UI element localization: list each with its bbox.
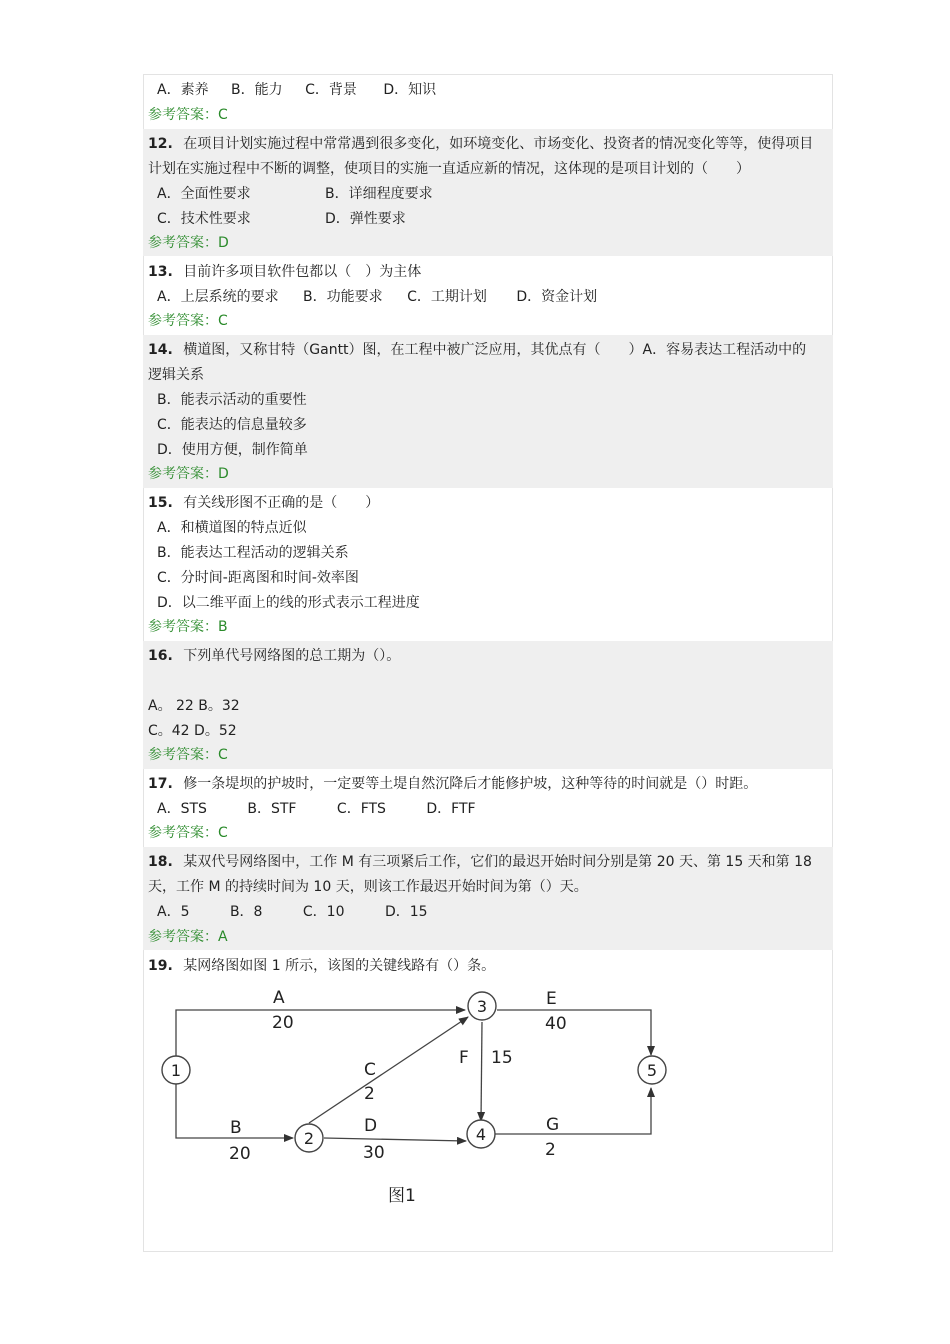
q13-answer: 参考答案：C <box>148 313 228 329</box>
q13-number: 13. <box>148 264 173 280</box>
q17-option-d: D．FTF <box>426 801 476 817</box>
edge-g-duration: 2 <box>545 1140 556 1160</box>
figure-caption: 图1 <box>388 1186 416 1206</box>
q18-number: 18. <box>148 854 173 870</box>
q16-answer: 参考答案：C <box>148 747 228 763</box>
q18-option-c: C．10 <box>302 904 345 920</box>
node-3-label: 3 <box>476 997 488 1016</box>
q15-option-a: A．和横道图的特点近似 <box>157 520 307 536</box>
q13-option-c: C．工期计划 <box>407 289 487 305</box>
edge-e-duration: 40 <box>545 1014 567 1034</box>
edge-a-duration: 20 <box>272 1013 294 1033</box>
edge-c-name: C <box>364 1060 376 1080</box>
q14-option-d: D．使用方便，制作简单 <box>157 442 308 458</box>
q17-answer: 参考答案：C <box>148 825 228 841</box>
q15-option-c: C．分时间-距离图和时间-效率图 <box>157 570 359 586</box>
q14-option-b: B．能表示活动的重要性 <box>157 392 307 408</box>
q14-text-line2: 逻辑关系 <box>148 367 204 383</box>
edge-g-arrow <box>495 1088 651 1134</box>
edge-a-arrow <box>176 1010 465 1056</box>
q11-answer: 参考答案：C <box>148 107 228 123</box>
q12-text-line1: 在项目计划实施过程中常常遇到很多变化，如环境变化、市场变化、投资者的情况变化等等，使得项目 <box>183 136 814 152</box>
q14-text-line1: 横道图，又称甘特（Gantt）图，在工程中被广泛应用，其优点有（ ）A．容易表达工程活动中的 <box>183 342 807 358</box>
q15-text: 有关线形图不正确的是（ ） <box>183 495 380 511</box>
q18-text-line2: 天，工作 M 的持续时间为 10 天，则该工作最迟开始时间为第（）天。 <box>148 879 588 895</box>
q13-text: 目前许多项目软件包都以（ ）为主体 <box>183 264 422 280</box>
edge-f-arrow <box>481 1022 482 1121</box>
edge-d-name: D <box>364 1116 378 1136</box>
edge-g-name: G <box>546 1115 560 1135</box>
edge-e-arrow <box>497 1010 651 1055</box>
q18-option-a: A．5 <box>157 904 190 920</box>
q17-option-a: A．STS <box>157 801 207 817</box>
q14-answer: 参考答案：D <box>148 466 229 482</box>
edge-f-duration: 15 <box>491 1048 513 1068</box>
q17-option-b: B．STF <box>247 801 297 817</box>
q15-option-d: D．以二维平面上的线的形式表示工程进度 <box>157 595 420 611</box>
node-5-label: 5 <box>646 1061 658 1080</box>
q14-number: 14. <box>148 342 173 358</box>
q11-option-c: C．背景 <box>305 82 357 98</box>
q16-number: 16. <box>148 648 173 664</box>
edge-c-arrow <box>309 1017 468 1123</box>
q12-option-a: A．全面性要求 <box>157 186 251 202</box>
edge-b-name: B <box>230 1118 242 1138</box>
q17-option-c: C．FTS <box>336 801 386 817</box>
edge-a-name: A <box>273 988 285 1008</box>
q13-option-d: D．资金计划 <box>516 289 598 305</box>
q13-option-b: B．功能要求 <box>303 289 383 305</box>
q18-text-line1: 某双代号网络图中，工作 M 有三项紧后工作，它们的最迟开始时间分别是第 20 天、第 15 天和第 18 <box>183 854 812 870</box>
q17-text: 修一条堤坝的护坡时，一定要等土堤自然沉降后才能修护坡，这种等待的时间就是（）时距。 <box>183 776 758 792</box>
edge-b-duration: 20 <box>229 1144 251 1164</box>
node-1-label: 1 <box>170 1061 182 1080</box>
q12-answer: 参考答案：D <box>148 235 229 251</box>
node-4-label: 4 <box>475 1125 487 1144</box>
node-2-label: 2 <box>303 1129 315 1148</box>
q11-option-b: B．能力 <box>231 82 283 98</box>
q18-answer: 参考答案：A <box>148 929 228 945</box>
q15-number: 15. <box>148 495 173 511</box>
edge-e-name: E <box>546 989 557 1009</box>
q17-number: 17. <box>148 776 173 792</box>
q13-option-a: A．上层系统的要求 <box>157 289 279 305</box>
edge-d-arrow <box>324 1138 466 1141</box>
edge-c-duration: 2 <box>364 1084 375 1104</box>
q18-option-d: D．15 <box>384 904 428 920</box>
q12-option-c: C．技术性要求 <box>157 211 251 227</box>
q12-text-line2: 计划在实施过程中不断的调整，使项目的实施一直适应新的情况，这体现的是项目计划的（ ） <box>148 161 750 177</box>
edge-f-name: F <box>459 1048 469 1068</box>
q16-options-line1: A。 22 B。32 <box>148 698 240 714</box>
q18-option-b: B．8 <box>229 904 263 920</box>
q16-text: 下列单代号网络图的总工期为（）。 <box>183 648 401 664</box>
q11-option-a: A．素养 <box>157 82 209 98</box>
q15-answer: 参考答案：B <box>148 619 228 635</box>
q11-option-d: D．知识 <box>383 82 437 98</box>
q12-number: 12. <box>148 136 173 152</box>
q19-number: 19. <box>148 958 173 974</box>
edge-d-duration: 30 <box>363 1143 385 1163</box>
q12-option-d: D．弹性要求 <box>325 211 406 227</box>
q14-option-c: C．能表达的信息量较多 <box>157 417 307 433</box>
q19-text: 某网络图如图 1 所示，该图的关键线路有（）条。 <box>183 958 496 974</box>
q16-options-line2: C。42 D。52 <box>148 723 237 739</box>
q15-option-b: B．能表达工程活动的逻辑关系 <box>157 545 349 561</box>
q12-option-b: B．详细程度要求 <box>325 186 433 202</box>
